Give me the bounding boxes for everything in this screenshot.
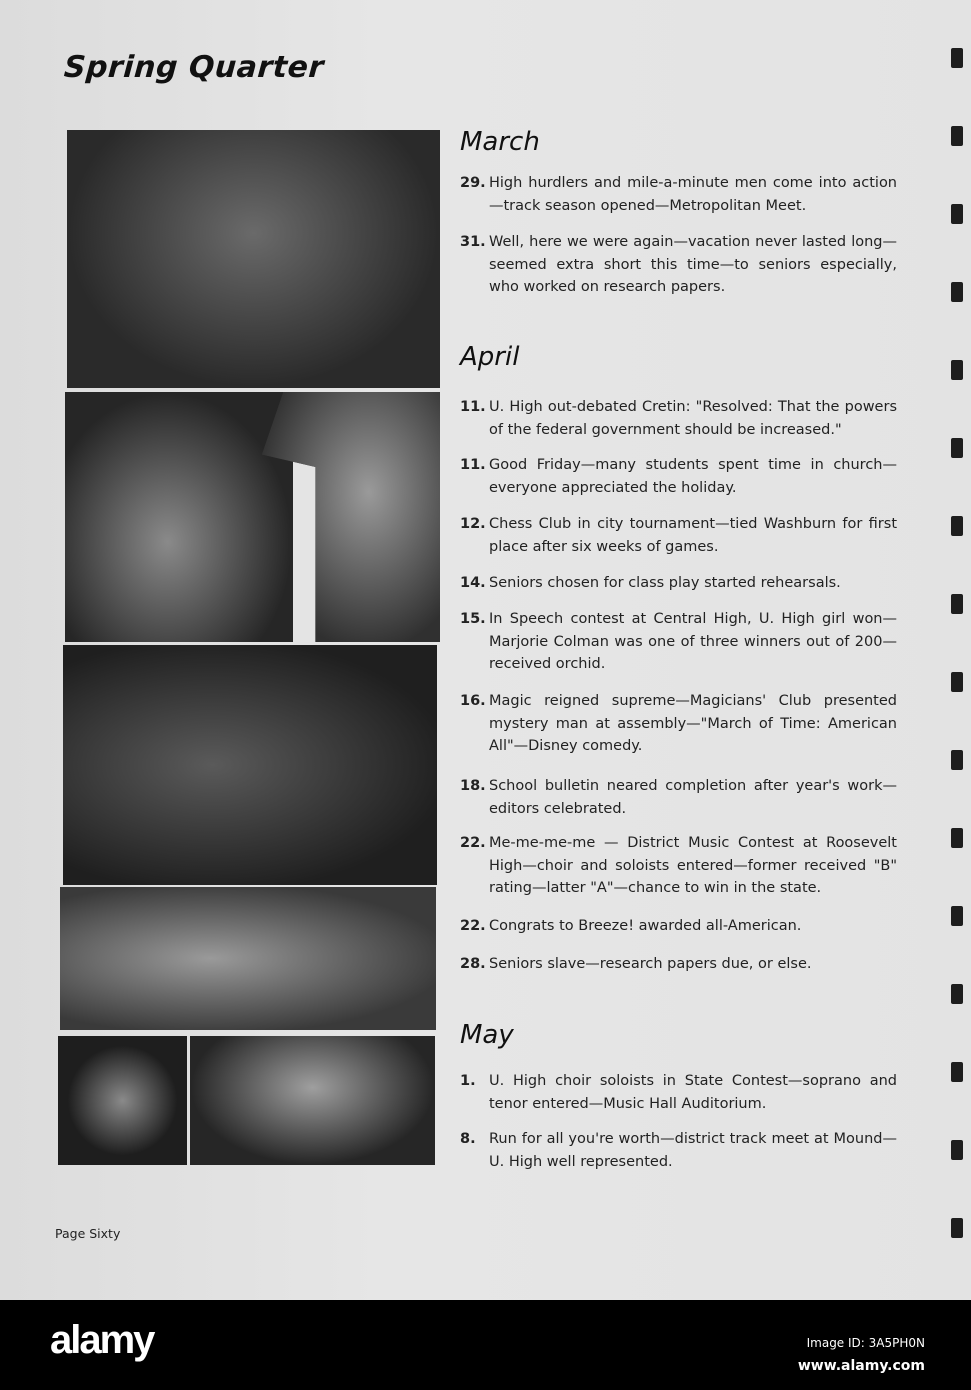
calendar-entry — [460, 396, 897, 441]
page-title: Spring Quarter — [62, 50, 326, 85]
calendar-entry — [460, 572, 897, 595]
entry-text: Seniors chosen for class play started rehearsals. — [489, 575, 841, 591]
calendar-entry — [460, 608, 897, 676]
calendar-entry — [460, 915, 897, 938]
entry-text: Magic reigned supreme—Magicians' Club presented mystery man at assembly—"March of Time: American All"—Disney comedy. — [489, 693, 897, 754]
entry-day: 12. — [460, 516, 486, 532]
page-number: Page Sixty — [55, 1226, 121, 1241]
month-heading-april: April — [460, 342, 520, 372]
month-heading-march: March — [460, 127, 540, 157]
entry-text: Well, here we were again—vacation never lasted long—seemed extra short this time—to seniors especially, who worked on research papers. — [489, 234, 897, 295]
entry-text: In Speech contest at Central High, U. High girl won—Marjorie Colman was one of three winners out of 200—received orchid. — [489, 611, 897, 672]
binder-hole — [951, 906, 963, 926]
entry-text: Good Friday—many students spent time in church—everyone appreciated the holiday. — [489, 457, 897, 496]
binder-hole — [951, 1062, 963, 1082]
entry-day: 8. — [460, 1131, 476, 1147]
calendar-entry — [460, 775, 897, 820]
entry-text: School bulletin neared completion after year's work—editors celebrated. — [489, 778, 897, 817]
binder-hole — [951, 1140, 963, 1160]
calendar-entry — [460, 1128, 897, 1173]
entry-text: High hurdlers and mile-a-minute men come into action—track season opened—Metropolitan Meet. — [489, 175, 897, 214]
calendar-entry — [460, 454, 897, 499]
calendar-entry — [460, 1070, 897, 1115]
entry-day: 14. — [460, 575, 486, 591]
binder-hole — [951, 984, 963, 1004]
entry-day: 28. — [460, 956, 486, 972]
entry-day: 18. — [460, 778, 486, 794]
binder-hole — [951, 282, 963, 302]
calendar-entry — [460, 513, 897, 558]
photo-magic-club — [63, 645, 437, 885]
photo-girl-portrait — [58, 1036, 187, 1165]
calendar-entry — [460, 231, 897, 299]
entry-text: Run for all you're worth—district track meet at Mound—U. High well represented. — [489, 1131, 897, 1170]
entry-day: 31. — [460, 234, 486, 250]
entry-day: 15. — [460, 611, 486, 627]
photo-students-on-grass — [67, 130, 440, 388]
calendar-entry — [460, 172, 897, 217]
photo-certificate — [190, 1036, 435, 1165]
entry-text: U. High out-debated Cretin: "Resolved: That the powers of the federal government should be increased." — [489, 399, 897, 438]
binder-hole — [951, 360, 963, 380]
entry-day: 11. — [460, 399, 486, 415]
binder-hole — [951, 594, 963, 614]
binder-hole — [951, 516, 963, 536]
calendar-entry — [460, 953, 897, 976]
entry-text: Chess Club in city tournament—tied Washburn for first place after six weeks of games. — [489, 516, 897, 555]
site-url: www.alamy.com — [797, 1358, 925, 1374]
month-heading-may: May — [460, 1020, 514, 1050]
alamy-logo: alamy — [50, 1318, 154, 1362]
entry-text: Seniors slave—research papers due, or else. — [489, 956, 812, 972]
entry-text: Congrats to Breeze! awarded all-American. — [489, 918, 802, 934]
photo-girls-sewing — [60, 887, 436, 1030]
image-id: Image ID: 3A5PH0N — [806, 1336, 925, 1350]
calendar-entry — [460, 832, 897, 900]
binder-hole — [951, 1218, 963, 1238]
entry-day: 16. — [460, 693, 486, 709]
watermark-footer — [0, 1300, 971, 1390]
entry-text: Me-me-me-me — District Music Contest at Roosevelt High—choir and soloists entered—former received "B" rating—latter "A"—chance to win in the state. — [489, 835, 897, 896]
entry-day: 1. — [460, 1073, 476, 1089]
binder-hole — [951, 204, 963, 224]
entry-day: 22. — [460, 835, 486, 851]
entry-text: U. High choir soloists in State Contest—soprano and tenor entered—Music Hall Auditorium. — [489, 1073, 897, 1112]
entry-day: 29. — [460, 175, 486, 191]
photo-students-reading — [65, 392, 293, 642]
entry-day: 22. — [460, 918, 486, 934]
binder-hole — [951, 48, 963, 68]
calendar-entry — [460, 690, 897, 758]
binder-hole — [951, 828, 963, 848]
binder-hole — [951, 438, 963, 458]
binder-hole — [951, 126, 963, 146]
binder-hole — [951, 672, 963, 692]
entry-day: 11. — [460, 457, 486, 473]
binder-hole — [951, 750, 963, 770]
